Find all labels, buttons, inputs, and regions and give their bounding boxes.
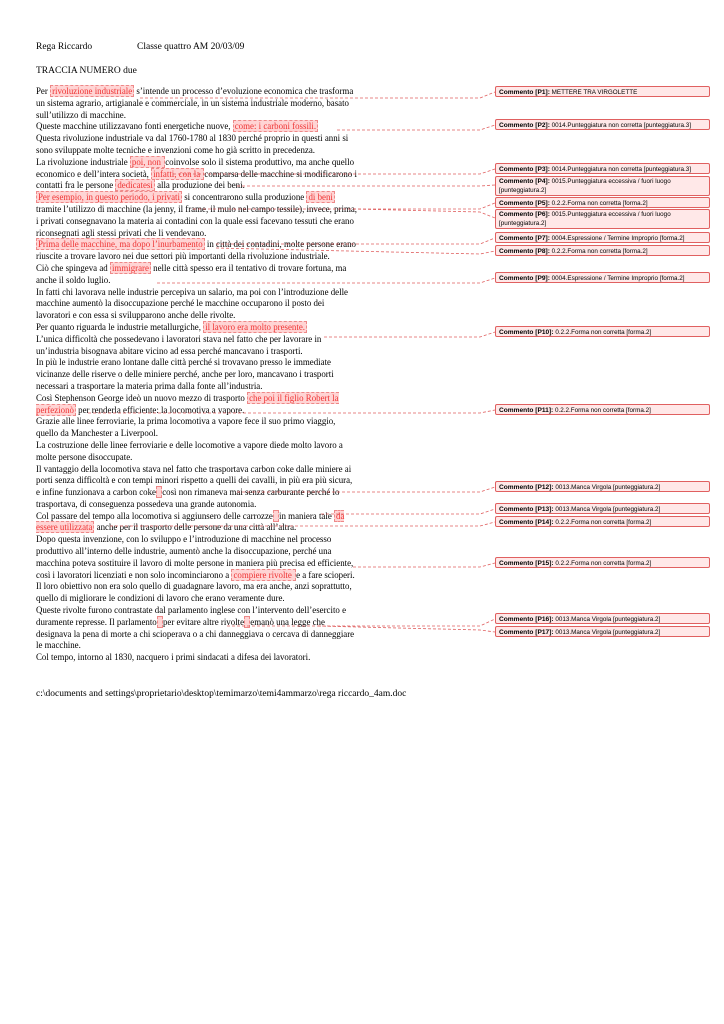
paragraph: Il loro obiettivo non era solo quello di guadagnare lavoro, ma era anche, anzi soprattutto, quello di migliorare le condizioni di lavoro che erano veramente dure. — [36, 581, 352, 604]
class-and-date: Classe quattro AM 20/03/09 — [137, 42, 245, 52]
highlight-p9[interactable]: immigrare — [111, 262, 149, 273]
highlight-p10[interactable]: il lavoro era molto presente. — [205, 321, 305, 332]
paragraph: Per quanto riguarda le industrie metallurgiche, il lavoro era molto presente. — [36, 321, 305, 332]
assignment-title: TRACCIA NUMERO due — [36, 66, 137, 76]
paragraph: Dopo questa invenzione, con lo sviluppo e l’introduzione di macchine nel processo produttivo all’interno delle industrie, aumentò anche la disoccupazione, perché una macchina poteva sostituire il lavoro di molte persone in maniera più precisa ed efficiente, così i lavoratori licenziati e non solo incominciarono a compiere rivolte e a fare scioperi. — [36, 534, 355, 580]
highlight-p15[interactable]: compiere rivolte — [233, 569, 295, 580]
comment-p4[interactable]: Commento [P4]: 0015.Punteggiatura eccessiva / fuori luogo [punteggiatura.2] — [495, 176, 710, 196]
highlight-p11[interactable]: che poi il figlio Robert la perfezionò — [36, 392, 339, 415]
essay-body — [36, 86, 358, 664]
paragraph: Queste rivolte furono contrastate dal parlamento inglese con l’intervento dell’esercito e duramente represse. Il parlamento per evitare altre rivolte emanò una legge che designava la pena di morte a chi scioperava o a chi danneggiava o cercava di danneggiare le macchine. — [36, 605, 355, 651]
paragraph: Il vantaggio della locomotiva stava nel fatto che trasportava carbon coke dalle miniere ai porti senza difficoltà e con tempi minori rispetto a quelli dei cavalli, in più era più sicura, e infine funzionava a carbon coke così non rimaneva mai senza carburante perché lo trasportava, di conseguenza possedeva una grande autonomia. — [36, 463, 353, 509]
comment-p9[interactable]: Commento [P9]: 0004.Espressione / Termine Improprio [forma.2] — [495, 272, 710, 283]
document-header — [36, 42, 245, 52]
highlight-p7[interactable]: di beni — [308, 192, 333, 203]
highlight-p2[interactable]: come: i carboni fossili. — [234, 121, 317, 132]
highlight-p8[interactable]: Prima delle macchine, ma dopo l’inurbamento — [38, 239, 203, 250]
paragraph: In più le industrie erano lontane dalle città perché si trovavano presso le immediate vicinanze delle riserve o delle miniere perché, anche per loro, mancavano i trasporti necessari a trasportare la materia prima dalla fonte all’industria. — [36, 357, 334, 391]
comment-p7[interactable]: Commento [P7]: 0004.Espressione / Termine Improprio [forma.2] — [495, 232, 710, 243]
paragraph: Così Stephenson George ideò un nuovo mezzo di trasporto che poi il figlio Robert la perfezionò per renderla efficiente: la locomotiva a vapore. — [36, 392, 339, 415]
highlight-p3[interactable]: poi, non — [131, 156, 164, 167]
highlight-p1[interactable]: rivoluzione industriale — [52, 86, 133, 96]
paragraph: Questa rivoluzione industriale va dal 1760-1780 al 1830 perché proprio in questi anni si sono sviluppate molte tecniche e invenzioni come ho già scritto in precedenza. — [36, 133, 349, 155]
comment-p15[interactable]: Commento [P15]: 0.2.2.Forma non corretta [forma.2] — [495, 557, 710, 568]
comment-p12[interactable]: Commento [P12]: 0013.Manca Virgola [punteggiatura.2] — [495, 481, 710, 492]
paragraph: In fatti chi lavorava nelle industrie percepiva un salario, ma poi con l’introduzione delle macchine aumentò la disoccupazione perché le macchine occuparono il posto dei lavoratori e con essa si svilupparono anche delle rivolte. — [36, 286, 348, 321]
highlight-p6[interactable]: Per esempio, in questo periodo, i privati — [38, 192, 180, 203]
comment-p13[interactable]: Commento [P13]: 0013.Manca Virgola [punteggiatura.2] — [495, 503, 710, 514]
comment-p3[interactable]: Commento [P3]: 0014.Punteggiatura non corretta [punteggiatura.3] — [495, 163, 710, 174]
paragraph: Queste macchine utilizzavano fonti energetiche nuove, come: i carboni fossili. — [36, 121, 317, 132]
highlight-p4[interactable]: infatti, con la — [153, 168, 203, 179]
comment-p14[interactable]: Commento [P14]: 0.2.2.Forma non corretta [forma.2] — [495, 516, 710, 527]
paragraph: Col tempo, intorno al 1830, nacquero i primi sindacati a difesa dei lavoratori. — [36, 652, 311, 663]
comment-p10[interactable]: Commento [P10]: 0.2.2.Forma non corretta [forma.2] — [495, 326, 710, 337]
paragraph: Ciò che spingeva ad immigrare nelle città spesso era il tentativo di trovare fortuna, ma anche il soldo luglio. — [36, 262, 347, 285]
file-path-footer: c:\documents and settings\proprietario\desktop\temimarzo\temi4ammarzo\rega riccardo_4am.doc — [36, 689, 407, 699]
highlight-p14[interactable]: da essere utilizzata — [36, 510, 345, 533]
author-name: Rega Riccardo — [36, 42, 93, 52]
paragraph: Per esempio, in questo periodo, i privati si concentrarono sulla produzione di beni tramite l’utilizzo di macchine (la jenny, il frame, il mulo nel campo tessile), invece, prima, i privati consegnavano la materia ai contadini con la quale essi facevano tessuti che erano riconsegnati agli stessi privati che li vendevano. — [36, 192, 358, 238]
comment-p5[interactable]: Commento [P5]: 0.2.2.Forma non corretta [forma.2] — [495, 197, 710, 208]
comment-p6[interactable]: Commento [P6]: 0015.Punteggiatura eccessiva / fuori luogo [punteggiatura.2] — [495, 209, 710, 229]
comment-p8[interactable]: Commento [P8]: 0.2.2.Forma non corretta [forma.2] — [495, 245, 710, 256]
comment-p11[interactable]: Commento [P11]: 0.2.2.Forma non corretta [forma.2] — [495, 404, 710, 415]
comment-p2[interactable]: Commento [P2]: 0014.Punteggiatura non corretta [punteggiatura.3] — [495, 119, 710, 130]
paragraph: Col passare del tempo alla locomotiva si aggiunsero delle carrozze in maniera tale da essere utilizzata anche per il trasporto delle persone da una città all’altra. — [36, 510, 345, 533]
paragraph: Per rivoluzione industriale s’intende un processo d’evoluzione economica che trasforma un sistema agrario, artigianale e commerciale, in un sistema industriale moderno, basato sull’utilizzo di macchine. — [36, 86, 354, 120]
paragraph: Prima delle macchine, ma dopo l’inurbamento in città dei contadini, molte persone erano riuscite a trovare lavoro nei due settori più importanti della rivoluzione industriale. — [36, 239, 356, 262]
comment-p17[interactable]: Commento [P17]: 0013.Manca Virgola [punteggiatura.2] — [495, 626, 710, 637]
paragraph: La rivoluzione industriale poi, non coinvolse solo il sistema produttivo, ma anche quello economico e dell’intera società, infatti, con la comparsa delle macchine si modificarono i contatti fra le persone dedicatesi alla produzione dei beni. — [36, 156, 357, 191]
comment-p1[interactable]: Commento [P1]: METTERE TRA VIRGOLETTE — [495, 86, 710, 97]
paragraph: L’unica difficoltà che possedevano i lavoratori stava nel fatto che per lavorare in un’industria bisognava abitare vicino ad essa perché mancavano i trasporti. — [36, 333, 322, 356]
paragraph: La costruzione delle linee ferroviarie e delle locomotive a vapore diede molto lavoro a molte persone disoccupate. — [36, 439, 343, 462]
paragraph: Grazie alle linee ferroviarie, la prima locomotiva a vapore fece il suo primo viaggio, quello da Manchester a Liverpool. — [36, 416, 336, 439]
highlight-p5[interactable]: dedicatesi — [117, 180, 153, 191]
comment-p16[interactable]: Commento [P16]: 0013.Manca Virgola [punteggiatura.2] — [495, 613, 710, 624]
